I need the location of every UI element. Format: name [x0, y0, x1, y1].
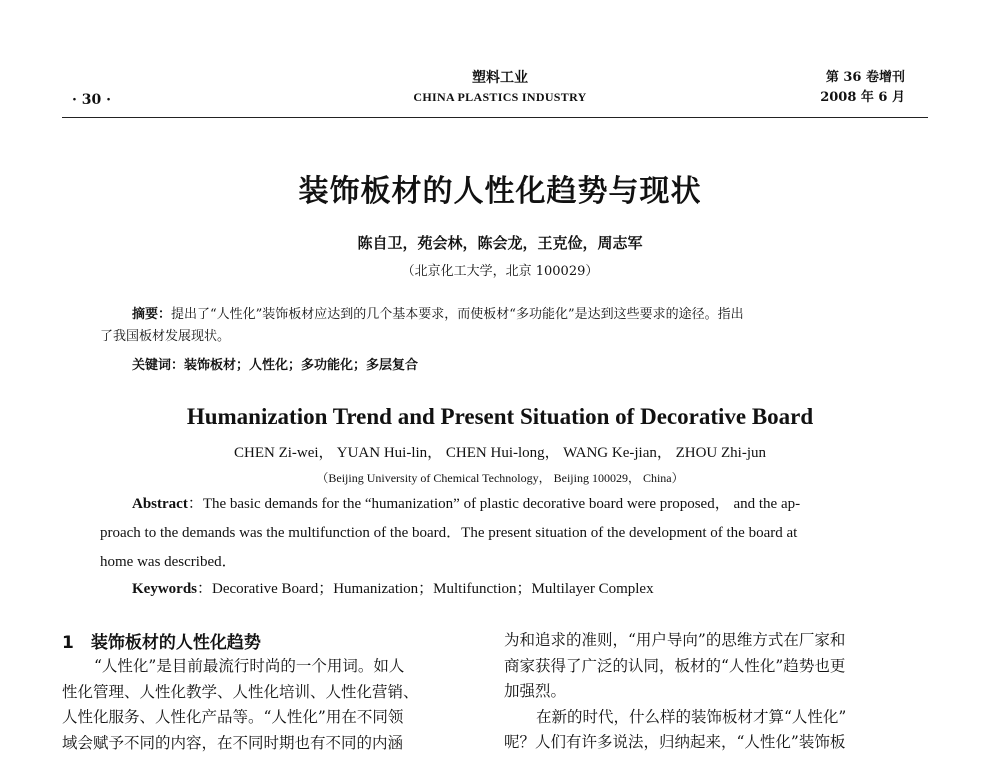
body-line: 性化管理、人性化教学、人性化培训、人性化营销、 — [62, 682, 419, 701]
abstract-label-cn: 摘要： — [132, 307, 172, 322]
abstract-en-line-1 — [100, 490, 900, 519]
page-number: · 30 · — [72, 92, 111, 108]
header-rule — [62, 117, 928, 118]
authors-cn: 陈自卫，苑会林，陈会龙，王克俭，周志军 — [357, 234, 643, 252]
abstract-cn-line-1 — [100, 304, 900, 326]
body-line: 人性化服务、人性化产品等。“人性化”用在不同领 — [62, 708, 404, 726]
keywords-label-cn: 关键词： — [132, 358, 185, 373]
abstract-text-cn-2: 了我国板材发展现状。 — [100, 329, 231, 344]
keywords-cn — [132, 354, 418, 373]
abstract-cn — [100, 304, 900, 348]
keywords-en — [132, 577, 654, 598]
body-column-right — [504, 628, 934, 756]
volume: 第 36 卷增刊 — [825, 70, 905, 85]
body-column-left — [62, 654, 482, 756]
abstract-en-line-3: home was described． — [100, 554, 237, 570]
issue-info — [800, 68, 905, 108]
body-line: 为和追求的准则，“用户导向”的思维方式在厂家和 — [504, 631, 846, 649]
keywords-text-en: ：Decorative Board；Humanization；Multifunction；Multilayer Complex — [197, 581, 654, 597]
keywords-label-en: Keywords — [132, 581, 197, 597]
affiliation-cn: （北京化工大学，北京 100029） — [401, 264, 599, 279]
abstract-label-en: Abstract — [132, 496, 188, 512]
paper-title-en: Humanization Trend and Present Situation of Decorative Board — [186, 404, 814, 429]
paper-title-cn: 装饰板材的人性化趋势与现状 — [298, 174, 702, 209]
abstract-en — [100, 490, 900, 577]
journal-name — [380, 68, 620, 106]
body-line: 域会赋予不同的内容，在不同时期也有不同的内涵 — [62, 733, 404, 752]
keywords-text-cn: 装饰板材；人性化；多功能化；多层复合 — [184, 358, 419, 373]
journal-name-en: CHINA PLASTICS INDUSTRY — [413, 90, 587, 104]
abstract-en-line-2: proach to the demands was the multifunction of the board．The present situation of the development of the board at — [100, 525, 798, 541]
journal-name-cn: 塑料工业 — [472, 70, 528, 86]
abstract-text-cn-1: 提出了“人性化”装饰板材应达到的几个基本要求，而使板材“多功能化”是达到这些要求的途径。指出 — [171, 307, 744, 322]
body-line: “人性化”是目前最流行时尚的一个用词。如人 — [94, 657, 405, 675]
section-heading: 1 装饰板材的人性化趋势 — [62, 633, 261, 653]
body-line: 商家获得了广泛的认同，板材的“人性化”趋势也更 — [504, 656, 846, 675]
body-line: 加强烈。 — [504, 682, 567, 700]
body-line: 在新的时代，什么样的装饰板材才算“人性化” — [536, 707, 847, 726]
authors-en: CHEN Zi-wei， YUAN Hui-lin， CHEN Hui-long， WANG Ke-jian， ZHOU Zhi-jun — [233, 445, 767, 461]
issue-date: 2008 年 6 月 — [820, 90, 905, 105]
affiliation-en: （Beijing University of Chemical Technology， Beijing 100029， China） — [316, 471, 684, 485]
abstract-en-text-1: ：The basic demands for the “humanization” of plastic decorative board were proposed， and the ap- — [187, 496, 801, 512]
body-line: 呢？人们有许多说法，归纳起来，“人性化”装饰板 — [504, 733, 846, 751]
